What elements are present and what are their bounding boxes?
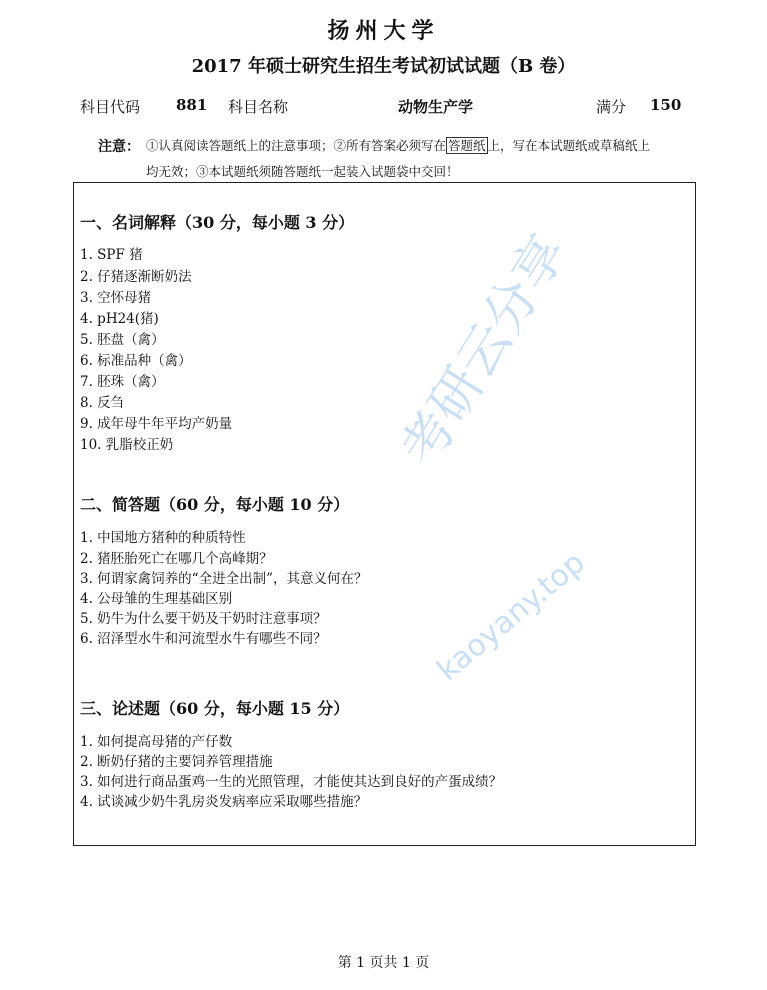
full-score: 150 xyxy=(650,96,682,114)
watermark-url-text: kaoyany.top xyxy=(430,545,592,689)
subject-name-label: 科目名称 xyxy=(228,98,289,116)
question-item: 2. 猪胚胎死亡在哪几个高峰期？ xyxy=(80,551,273,567)
question-item: 5. 胚盘（禽） xyxy=(80,332,165,348)
subject-code-label: 科目代码 xyxy=(80,98,141,116)
question-item: 10. 乳脂校正奶 xyxy=(80,437,174,453)
question-item: 1. 如何提高母猪的产仔数 xyxy=(80,734,233,750)
question-item: 4. 公母雏的生理基础区别 xyxy=(80,591,233,607)
exam-title: 2017 年硕士研究生招生考试初试试题（B 卷） xyxy=(191,56,576,77)
question-item: 4. 试谈减少奶牛乳房炎发病率应采取哪些措施？ xyxy=(80,794,368,810)
notice-text: ①认真阅读答题纸上的注意事项；②所有答案必须写在 xyxy=(146,138,447,153)
question-item: 3. 如何进行商品蛋鸡一生的光照管理，才能使其达到良好的产蛋成绩？ xyxy=(80,774,503,790)
section-title: 一、名词解释（30 分，每小题 3 分） xyxy=(80,213,355,232)
question-item: 1. SPF 猪 xyxy=(80,247,143,263)
question-item: 7. 胚珠（禽） xyxy=(80,374,165,390)
question-item: 3. 何谓家禽饲养的“全进全出制”，其意义何在？ xyxy=(80,571,368,587)
page-footer: 第 1 页共 1 页 xyxy=(337,955,430,971)
university-name: 扬州大学 xyxy=(327,18,440,44)
question-item: 1. 中国地方猪种的种质特性 xyxy=(80,530,246,546)
notice-line-2: 均无效；③本试题纸须随答题纸一起装入试题袋中交回！ xyxy=(146,164,459,179)
notice-line-1 xyxy=(146,136,650,154)
question-item: 2. 仔猪逐渐断奶法 xyxy=(80,269,192,285)
subject-code: 881 xyxy=(176,96,208,114)
full-score-label: 满分 xyxy=(596,98,627,116)
question-item: 8. 反刍 xyxy=(80,395,125,411)
notice-text: 上，写在本试题纸或草稿纸上 xyxy=(487,138,651,153)
subject-name: 动物生产学 xyxy=(398,98,474,116)
question-item: 6. 沼泽型水牛和河流型水牛有哪些不同？ xyxy=(80,631,327,647)
question-item: 2. 断奶仔猪的主要饲养管理措施 xyxy=(80,754,273,770)
question-item: 9. 成年母牛年平均产奶量 xyxy=(80,416,233,432)
notice-label: 注意： xyxy=(98,139,140,155)
watermark-cn-text: 考研云分享 xyxy=(390,224,579,477)
question-item: 4. pH24(猪) xyxy=(80,311,159,327)
answer-sheet-boxed-text: 答题纸 xyxy=(448,138,486,153)
section-title: 三、论述题（60 分，每小题 15 分） xyxy=(80,699,350,718)
section-title: 二、简答题（60 分，每小题 10 分） xyxy=(80,495,350,514)
question-item: 6. 标准品种（禽） xyxy=(80,353,192,369)
question-item: 3. 空怀母猪 xyxy=(80,290,152,306)
question-item: 5. 奶牛为什么要干奶及干奶时注意事项？ xyxy=(80,611,327,627)
